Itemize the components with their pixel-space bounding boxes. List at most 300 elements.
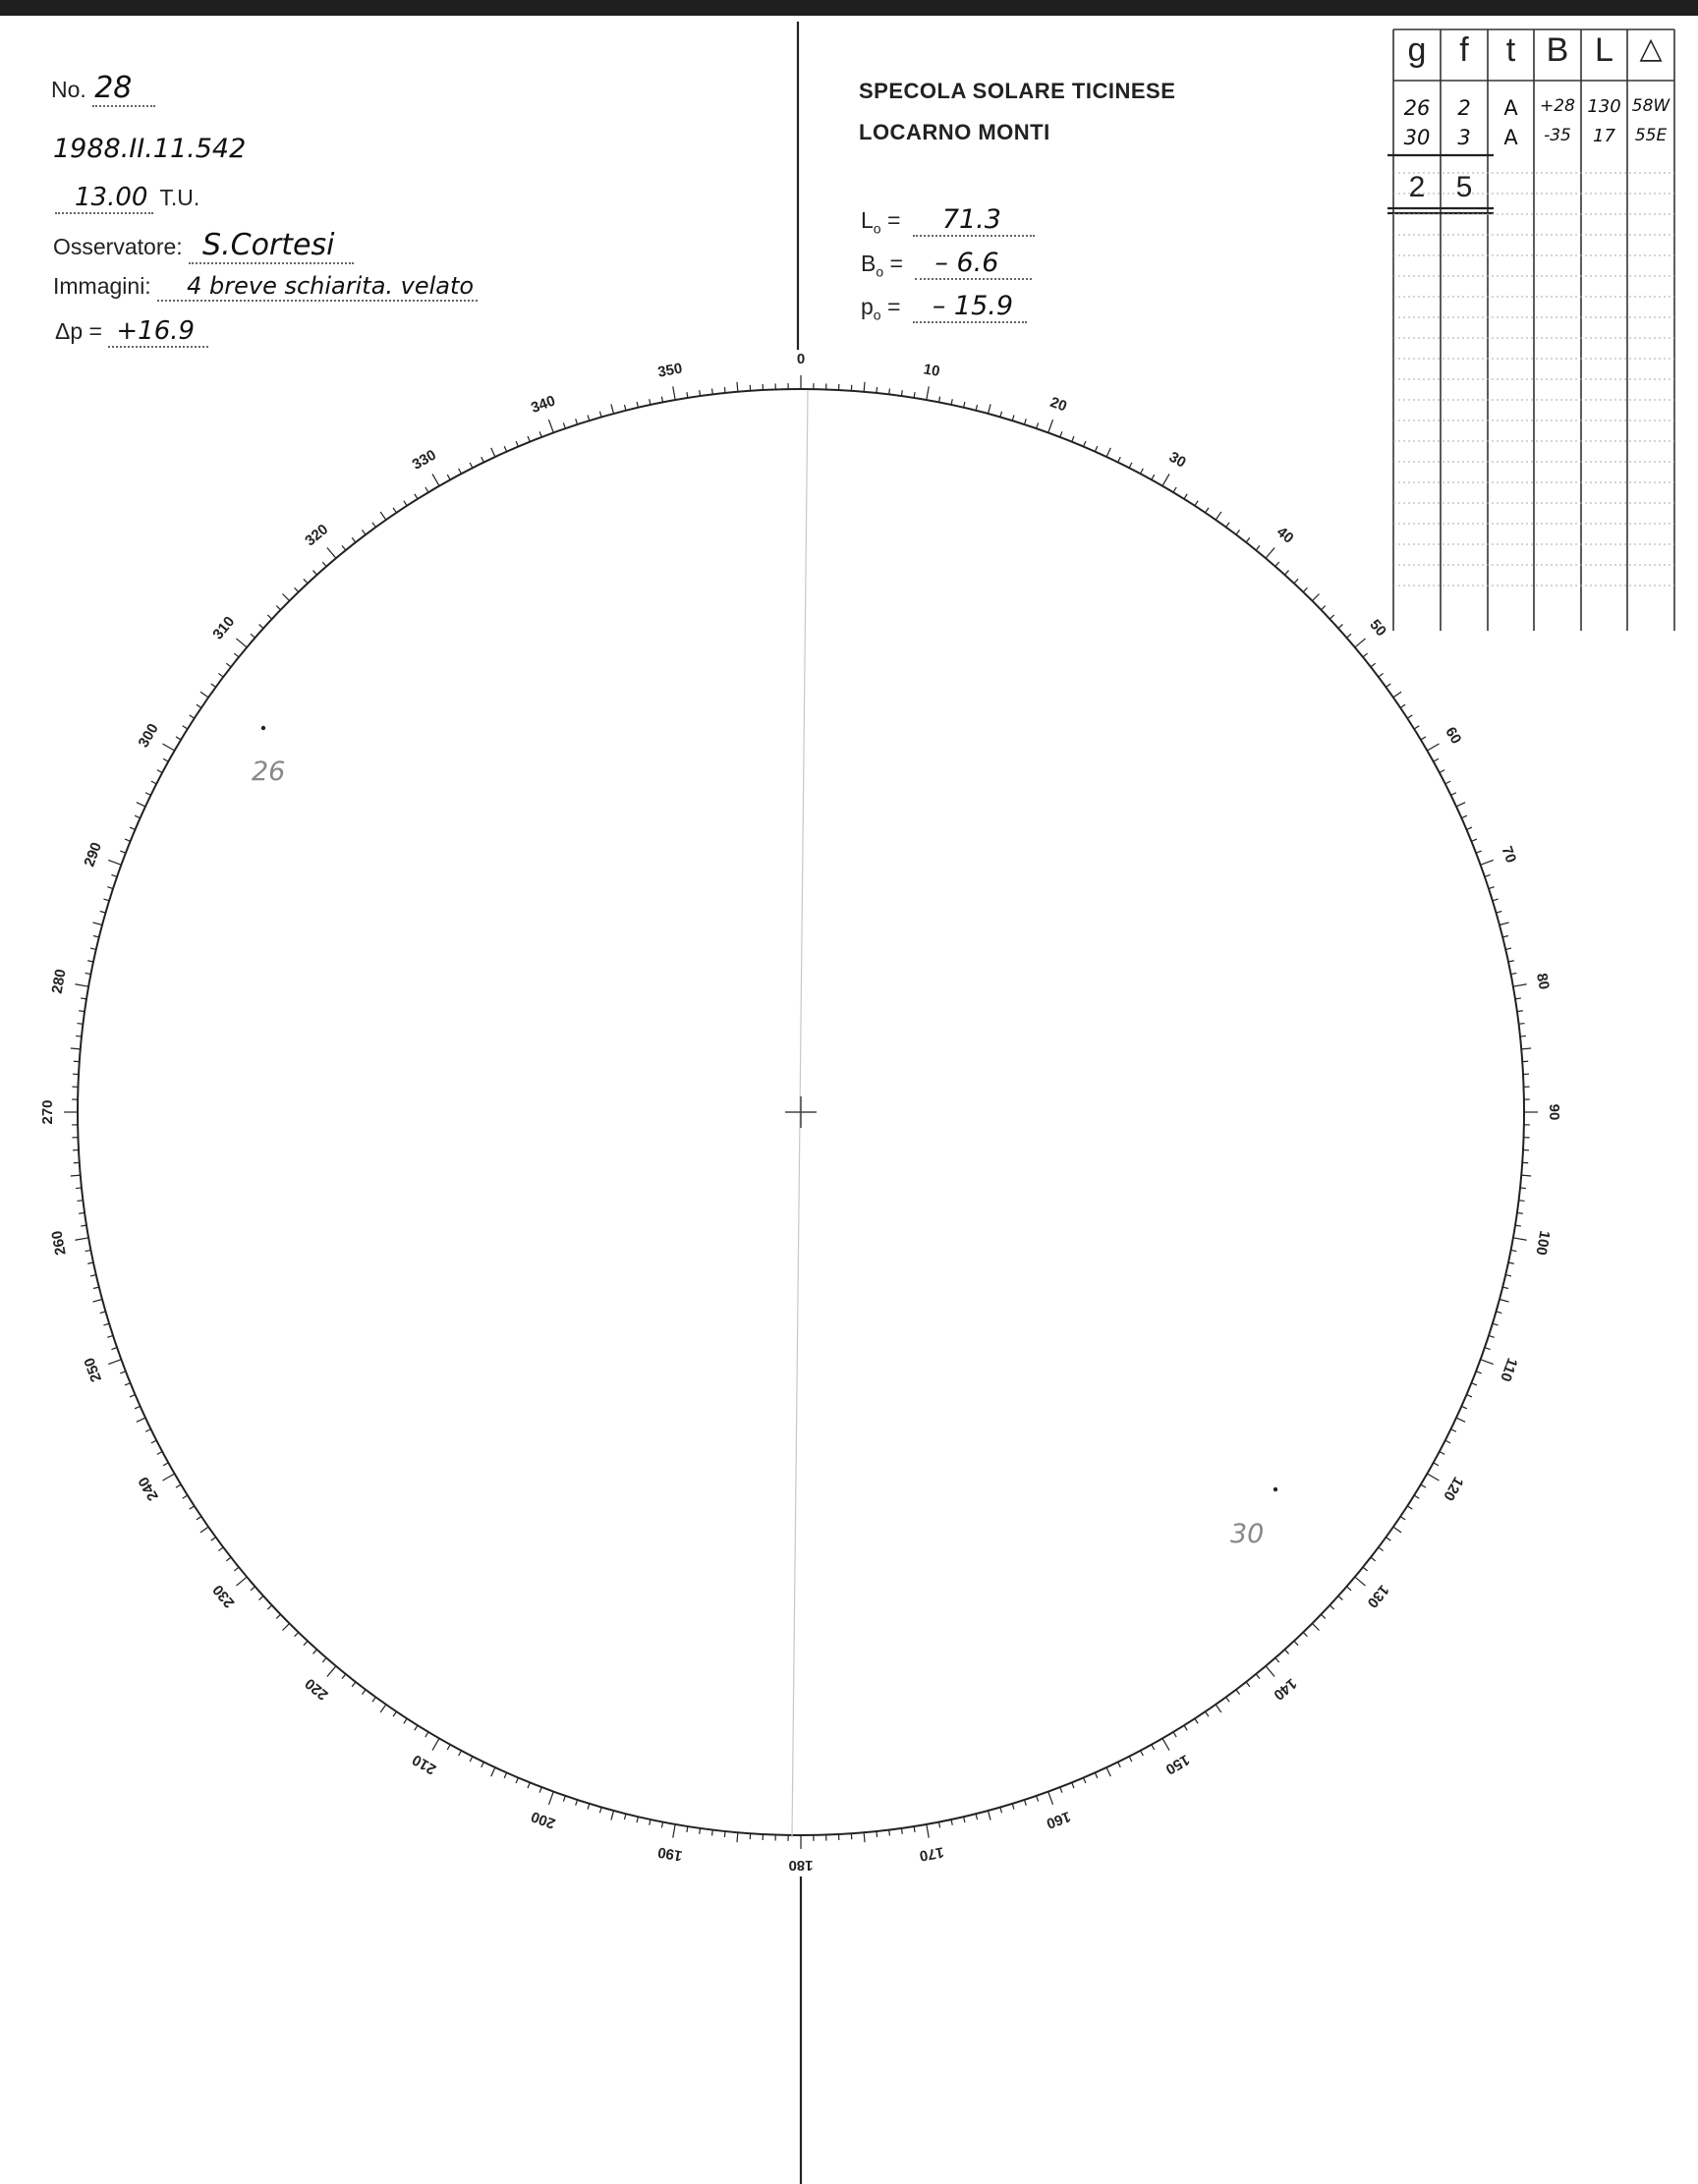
rim-tick xyxy=(1427,1474,1439,1481)
rim-tick xyxy=(1451,793,1456,796)
rim-label-20: 20 xyxy=(1047,393,1069,416)
rim-tick xyxy=(1048,420,1053,432)
rim-label-170: 170 xyxy=(918,1843,945,1865)
rim-tick xyxy=(107,1335,113,1337)
param-p0: $p_o$ = – 15.9 xyxy=(861,291,1027,323)
rim-tick xyxy=(1162,1738,1169,1750)
rim-tick xyxy=(1421,737,1426,740)
rim-tick xyxy=(236,639,247,647)
rim-tick xyxy=(650,1820,651,1825)
param-L0-eq: = xyxy=(886,207,901,233)
param-B0-value: – 6.6 xyxy=(915,248,1032,280)
rim-tick xyxy=(737,382,738,392)
rim-tick xyxy=(1312,593,1319,600)
table-row-1-f: 2 xyxy=(1457,96,1471,120)
rim-tick xyxy=(425,1732,428,1737)
rim-tick xyxy=(79,1212,85,1213)
rim-tick xyxy=(1510,973,1516,974)
rim-tick xyxy=(145,793,150,796)
rim-tick xyxy=(226,1557,231,1561)
rim-tick xyxy=(404,501,407,506)
rim-tick xyxy=(71,1048,81,1049)
rim-tick xyxy=(588,415,590,420)
rim-tick xyxy=(1275,1657,1279,1662)
rim-tick xyxy=(1312,1623,1319,1630)
time-unit: T.U. xyxy=(159,185,200,210)
rim-tick xyxy=(380,512,386,520)
rim-tick xyxy=(218,1547,223,1551)
rim-tick xyxy=(137,803,145,807)
rim-label-340: 340 xyxy=(529,392,558,417)
rim-tick xyxy=(1338,1596,1342,1599)
table-row-2-L: 17 xyxy=(1593,126,1615,146)
rim-tick xyxy=(85,973,91,974)
table-row-2-B: -35 xyxy=(1544,126,1571,145)
rim-tick xyxy=(1152,1745,1155,1750)
rim-label-280: 280 xyxy=(48,968,70,995)
param-B0: $B_o$ = – 6.6 xyxy=(861,248,1032,280)
rim-tick xyxy=(236,1577,247,1586)
rim-tick xyxy=(548,420,553,432)
rim-tick xyxy=(137,1418,145,1422)
rim-tick xyxy=(1363,653,1368,657)
rim-tick xyxy=(1275,562,1279,567)
rim-tick xyxy=(1456,803,1465,807)
rim-tick xyxy=(1508,961,1514,962)
rim-label-250: 250 xyxy=(81,1355,105,1384)
rim-tick xyxy=(1521,1175,1531,1176)
rim-tick xyxy=(700,1828,701,1834)
rim-tick xyxy=(108,860,121,865)
column-header-delta: △ xyxy=(1639,32,1663,65)
rim-tick xyxy=(1216,1705,1221,1712)
rim-tick xyxy=(78,1201,84,1202)
rim-tick xyxy=(611,1811,614,1820)
rim-tick xyxy=(938,397,939,403)
group-label-26: 26 xyxy=(252,756,286,787)
rim-tick xyxy=(1216,512,1221,520)
rim-tick xyxy=(976,405,977,411)
delta-p-label: Δp = xyxy=(55,318,102,344)
rim-tick xyxy=(1195,501,1198,506)
rim-label-320: 320 xyxy=(302,521,332,550)
observatory-name: SPECOLA SOLARE TICINESE xyxy=(859,79,1176,103)
rim-tick xyxy=(528,436,530,442)
rim-tick xyxy=(282,593,289,600)
rim-tick xyxy=(864,382,865,392)
rim-tick xyxy=(432,474,439,485)
rim-tick xyxy=(352,537,356,542)
rim-tick xyxy=(1466,1395,1472,1397)
rim-tick xyxy=(1505,1275,1511,1276)
rim-tick xyxy=(342,545,346,550)
rim-tick xyxy=(120,1372,126,1373)
rim-tick xyxy=(200,1527,208,1533)
rim-tick xyxy=(1246,1682,1250,1687)
number-value: 28 xyxy=(92,71,155,107)
rim-tick xyxy=(81,998,86,999)
table-row-1-L: 130 xyxy=(1587,96,1621,117)
rim-tick xyxy=(107,887,113,889)
rim-tick xyxy=(100,1312,106,1314)
rim-tick xyxy=(1371,1557,1376,1561)
rim-tick xyxy=(1303,588,1307,591)
rim-tick xyxy=(673,1824,675,1838)
rim-tick xyxy=(1421,1484,1426,1487)
rim-tick xyxy=(1226,1697,1230,1702)
rim-tick xyxy=(81,1225,86,1226)
rim-label-40: 40 xyxy=(1273,523,1297,547)
rim-label-0: 0 xyxy=(796,350,806,367)
rim-label-270: 270 xyxy=(38,1099,56,1125)
rim-tick xyxy=(1072,436,1074,442)
rim-tick xyxy=(1505,948,1511,949)
rim-tick xyxy=(1256,1674,1260,1679)
rim-tick xyxy=(1284,571,1288,575)
rim-tick xyxy=(1427,744,1439,751)
rim-label-120: 120 xyxy=(1440,1474,1467,1504)
rim-label-140: 140 xyxy=(1270,1674,1300,1704)
rim-tick xyxy=(78,1024,84,1025)
rim-tick xyxy=(76,1188,82,1189)
rim-tick xyxy=(130,827,136,829)
rim-tick xyxy=(162,744,174,751)
rim-tick xyxy=(1379,1547,1384,1551)
rim-tick xyxy=(342,1674,346,1679)
rim-tick xyxy=(304,1641,308,1645)
rim-tick xyxy=(901,390,902,396)
rim-tick xyxy=(93,1287,99,1288)
rim-tick xyxy=(1355,639,1366,647)
rim-tick xyxy=(687,1826,688,1832)
rim-label-190: 190 xyxy=(656,1843,684,1865)
rim-tick xyxy=(211,684,216,688)
rim-tick xyxy=(251,1587,255,1591)
column-header-B: B xyxy=(1546,31,1569,69)
images-value: 4 breve schiarita. velato xyxy=(157,272,478,302)
rim-tick xyxy=(211,1538,216,1541)
rim-tick xyxy=(1510,1250,1516,1251)
rim-tick xyxy=(393,508,396,513)
rim-tick xyxy=(157,770,162,773)
rim-tick xyxy=(1513,1238,1527,1240)
rim-tick xyxy=(135,1406,140,1408)
rim-tick xyxy=(1012,1804,1014,1810)
rim-tick xyxy=(145,1429,150,1432)
rim-tick xyxy=(1508,1262,1514,1263)
rim-tick xyxy=(1095,446,1097,451)
rim-tick xyxy=(380,1705,386,1712)
rim-tick xyxy=(1246,537,1250,542)
rim-tick xyxy=(1496,1312,1501,1314)
rim-tick xyxy=(267,615,271,619)
rim-tick xyxy=(1461,1406,1466,1408)
rim-label-70: 70 xyxy=(1498,844,1520,866)
rim-tick xyxy=(163,758,168,761)
rim-tick xyxy=(481,1763,484,1767)
column-header-g: g xyxy=(1407,31,1427,69)
rim-tick xyxy=(100,911,106,913)
rim-tick xyxy=(197,1517,201,1520)
rim-tick xyxy=(1489,1335,1495,1337)
group-label-30: 30 xyxy=(1230,1519,1265,1549)
rim-tick xyxy=(1060,431,1062,437)
rim-tick xyxy=(259,1596,263,1599)
rim-tick xyxy=(425,487,428,492)
rim-tick xyxy=(313,1650,317,1653)
table-row-2-g: 30 xyxy=(1403,126,1431,149)
rim-tick xyxy=(372,523,376,528)
rim-tick xyxy=(1485,874,1491,876)
rim-tick xyxy=(927,1824,929,1838)
rim-tick xyxy=(415,494,418,499)
param-L0-value: 71.3 xyxy=(913,204,1035,237)
rim-label-110: 110 xyxy=(1497,1355,1521,1384)
rim-label-300: 300 xyxy=(135,720,162,751)
rim-tick xyxy=(700,390,701,396)
table-row-2-delta: 55E xyxy=(1634,126,1668,145)
rim-tick xyxy=(1434,758,1439,761)
param-B0-eq: = xyxy=(889,251,903,276)
rim-tick xyxy=(251,634,255,638)
rim-tick xyxy=(447,1745,450,1750)
rim-tick xyxy=(637,1817,638,1822)
rim-tick xyxy=(1500,923,1509,925)
time-value: 13.00 xyxy=(55,183,153,214)
rim-tick xyxy=(1118,457,1121,462)
rim-label-180: 180 xyxy=(788,1857,814,1875)
rim-tick xyxy=(90,1275,96,1276)
rim-tick xyxy=(393,1711,396,1716)
rim-tick xyxy=(661,397,662,403)
rim-tick xyxy=(1400,704,1405,707)
param-L0-label: L xyxy=(861,207,874,233)
rim-tick xyxy=(951,399,952,405)
rim-tick xyxy=(938,1821,939,1827)
rim-tick xyxy=(93,935,99,936)
rim-tick xyxy=(1493,1323,1499,1325)
rim-tick xyxy=(71,1175,81,1176)
rim-tick xyxy=(183,1495,188,1498)
rim-tick xyxy=(92,1299,102,1302)
rim-tick xyxy=(599,1807,601,1813)
rim-tick xyxy=(1284,1650,1288,1653)
rim-tick xyxy=(176,1484,181,1487)
rim-tick xyxy=(1407,1506,1412,1509)
rim-tick xyxy=(1266,1666,1274,1677)
rim-tick xyxy=(1386,684,1390,688)
rim-tick xyxy=(1330,1605,1333,1609)
rim-tick xyxy=(1400,1517,1405,1520)
rim-tick xyxy=(1000,1807,1002,1813)
rim-tick xyxy=(125,839,131,841)
param-B0-label: B xyxy=(861,251,877,276)
rim-tick xyxy=(914,392,915,398)
rim-tick xyxy=(1363,1567,1368,1571)
rim-tick xyxy=(125,1383,131,1385)
rim-tick xyxy=(1037,422,1039,428)
rim-tick xyxy=(304,579,308,583)
rim-tick xyxy=(295,1632,299,1636)
rim-tick xyxy=(1037,1796,1039,1802)
rim-tick xyxy=(673,386,675,400)
rim-tick xyxy=(988,404,990,414)
rim-tick xyxy=(1513,984,1527,986)
rim-tick xyxy=(447,475,450,479)
rim-tick xyxy=(1321,1614,1325,1618)
rim-tick xyxy=(87,1262,93,1263)
rim-tick xyxy=(1106,448,1110,457)
rim-tick xyxy=(87,961,93,962)
rim-tick xyxy=(1024,419,1026,424)
rim-tick xyxy=(1519,1201,1525,1202)
rim-tick xyxy=(79,1011,85,1012)
rim-tick xyxy=(712,389,713,395)
rim-tick xyxy=(1173,487,1176,492)
rim-tick xyxy=(327,547,336,558)
rim-tick xyxy=(120,851,126,853)
rim-tick xyxy=(576,1800,578,1806)
table-row-2-t: A xyxy=(1503,126,1518,149)
rim-tick xyxy=(1445,1440,1450,1443)
rim-tick xyxy=(1393,1527,1401,1533)
rim-tick xyxy=(1379,673,1384,677)
rim-tick xyxy=(1129,463,1132,468)
rim-tick xyxy=(1520,1188,1526,1189)
rim-tick xyxy=(259,625,263,629)
rim-tick xyxy=(1226,523,1230,528)
rim-label-60: 60 xyxy=(1442,724,1465,748)
rim-label-220: 220 xyxy=(302,1674,332,1704)
rim-tick xyxy=(234,653,239,657)
rim-tick xyxy=(108,1360,121,1365)
rim-tick xyxy=(1355,1577,1366,1586)
rim-tick xyxy=(1481,1360,1494,1365)
rim-tick xyxy=(988,1811,990,1820)
rim-tick xyxy=(889,1830,890,1836)
rim-label-200: 200 xyxy=(529,1808,558,1832)
rim-tick xyxy=(491,1767,495,1776)
rim-tick xyxy=(1294,579,1298,583)
rim-tick xyxy=(157,1452,162,1455)
rim-tick xyxy=(1393,692,1401,698)
rim-label-350: 350 xyxy=(656,360,684,381)
rim-tick xyxy=(1141,1751,1144,1756)
rim-tick xyxy=(151,781,156,784)
rim-tick xyxy=(1206,508,1209,513)
rim-tick xyxy=(624,405,625,411)
rim-tick xyxy=(724,387,725,393)
rim-label-30: 30 xyxy=(1165,448,1189,472)
column-header-f: f xyxy=(1459,31,1469,69)
rim-tick xyxy=(1451,1429,1456,1432)
rim-tick xyxy=(1106,1767,1110,1776)
rim-tick xyxy=(1371,663,1376,667)
rim-tick xyxy=(1502,935,1508,936)
rim-tick xyxy=(163,1463,168,1466)
rim-tick xyxy=(1414,726,1419,729)
rim-tick xyxy=(432,1738,439,1750)
rim-tick xyxy=(90,948,96,949)
sunspot-group-30-mark xyxy=(1274,1487,1277,1491)
rim-tick xyxy=(588,1804,590,1810)
rim-tick xyxy=(687,392,688,398)
rim-tick xyxy=(1466,827,1472,829)
rim-tick xyxy=(1000,412,1002,418)
rim-tick xyxy=(322,562,326,567)
rim-tick xyxy=(1330,615,1333,619)
rim-tick xyxy=(1024,1800,1026,1806)
param-p0-eq: = xyxy=(886,294,901,319)
rim-tick xyxy=(1206,1711,1209,1716)
rim-tick xyxy=(197,704,201,707)
rim-tick xyxy=(103,899,109,901)
param-p0-value: – 15.9 xyxy=(913,291,1027,323)
rim-tick xyxy=(1493,899,1499,901)
rim-tick xyxy=(1346,1587,1351,1591)
rim-tick xyxy=(599,412,601,418)
table-total-f: 5 xyxy=(1455,171,1473,203)
rim-tick xyxy=(964,402,965,408)
rim-tick xyxy=(481,457,484,462)
rim-tick xyxy=(372,1697,376,1702)
rim-tick xyxy=(190,715,195,718)
rim-tick xyxy=(637,402,638,408)
rim-tick xyxy=(111,1348,117,1350)
rim-tick xyxy=(1184,494,1187,499)
rim-tick xyxy=(1445,781,1450,784)
table-row-1-B: +28 xyxy=(1540,96,1575,116)
rim-tick xyxy=(295,588,299,591)
rim-tick xyxy=(1481,860,1494,865)
rim-tick xyxy=(1476,851,1482,853)
rim-tick xyxy=(504,446,506,451)
rim-tick xyxy=(650,399,651,405)
rim-tick xyxy=(176,737,181,740)
rim-tick xyxy=(470,1757,473,1762)
rim-tick xyxy=(200,692,208,698)
rim-tick xyxy=(737,1832,738,1842)
column-header-t: t xyxy=(1505,31,1516,69)
rim-tick xyxy=(151,1440,156,1443)
rim-tick xyxy=(362,530,366,534)
rim-label-130: 130 xyxy=(1363,1581,1392,1611)
rim-tick xyxy=(864,1832,865,1842)
rim-tick xyxy=(1118,1763,1121,1767)
rim-tick xyxy=(1072,1782,1074,1788)
rim-tick xyxy=(1084,441,1086,447)
rim-tick xyxy=(226,663,231,667)
rim-label-100: 100 xyxy=(1532,1229,1554,1257)
rim-label-330: 330 xyxy=(409,446,439,474)
table-row-1-t: A xyxy=(1503,96,1518,120)
rim-tick xyxy=(276,606,280,610)
rim-tick xyxy=(1517,1212,1523,1213)
rim-tick xyxy=(927,386,929,400)
rim-tick xyxy=(539,1787,541,1793)
rim-tick xyxy=(1195,1718,1198,1723)
rim-tick xyxy=(75,984,88,986)
rim-label-10: 10 xyxy=(922,361,941,380)
number-label: No. xyxy=(51,77,86,102)
rim-tick xyxy=(1502,1287,1508,1288)
table-row-1-g: 26 xyxy=(1403,96,1431,120)
observatory-location: LOCARNO MONTI xyxy=(859,120,1050,144)
rim-tick xyxy=(1485,1348,1491,1350)
rim-tick xyxy=(1386,1538,1390,1541)
param-p0-label: p xyxy=(861,294,874,319)
rim-label-90: 90 xyxy=(1546,1103,1563,1121)
